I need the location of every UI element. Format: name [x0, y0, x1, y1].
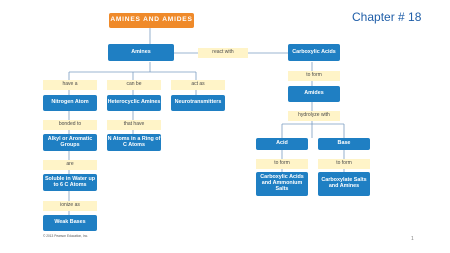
link-to-form-amides: to form: [288, 71, 340, 81]
node-amines: Amines: [108, 44, 174, 61]
node-carboxylic-acids: Carboxylic Acids: [288, 44, 340, 61]
node-n-atoms-ring: N Atoms in a Ring of C Atoms: [107, 134, 161, 151]
node-nitrogen-atom: Nitrogen Atom: [43, 95, 97, 111]
node-base: Base: [318, 138, 370, 150]
node-heterocyclic-amines: Heterocyclic Amines: [107, 95, 161, 111]
link-to-form-base: to form: [318, 159, 370, 169]
map-title: AMINES AND AMIDES: [109, 13, 194, 28]
node-carboxylate-salts-amines: Carboxylate Salts and Amines: [318, 172, 370, 196]
link-to-form-acid: to form: [256, 159, 308, 169]
node-soluble-in-water: Soluble in Water up to 6 C Atoms: [43, 174, 97, 191]
node-weak-bases: Weak Bases: [43, 215, 97, 231]
link-hydrolyze-with: hydrolyze with: [288, 111, 340, 121]
link-react-with: react with: [198, 48, 248, 58]
link-have-a: have a: [43, 80, 97, 90]
link-act-as: act as: [171, 80, 225, 90]
link-can-be: can be: [107, 80, 161, 90]
node-amides: Amides: [288, 86, 340, 102]
node-carboxylic-acids-ammonium-salts: Carboxylic Acids and Ammonium Salts: [256, 172, 308, 196]
node-alkyl-aromatic-groups: Alkyl or Aromatic Groups: [43, 134, 97, 151]
node-neurotransmitters: Neurotransmitters: [171, 95, 225, 111]
link-ionize-as: ionize as: [43, 201, 97, 211]
copyright-notice: © 2013 Pearson Education, Inc.: [43, 234, 89, 238]
page-number: 1: [411, 236, 414, 242]
link-that-have: that have: [107, 120, 161, 130]
link-are: are: [43, 160, 97, 170]
link-bonded-to: bonded to: [43, 120, 97, 130]
chapter-label: Chapter # 18: [352, 10, 422, 24]
node-acid: Acid: [256, 138, 308, 150]
